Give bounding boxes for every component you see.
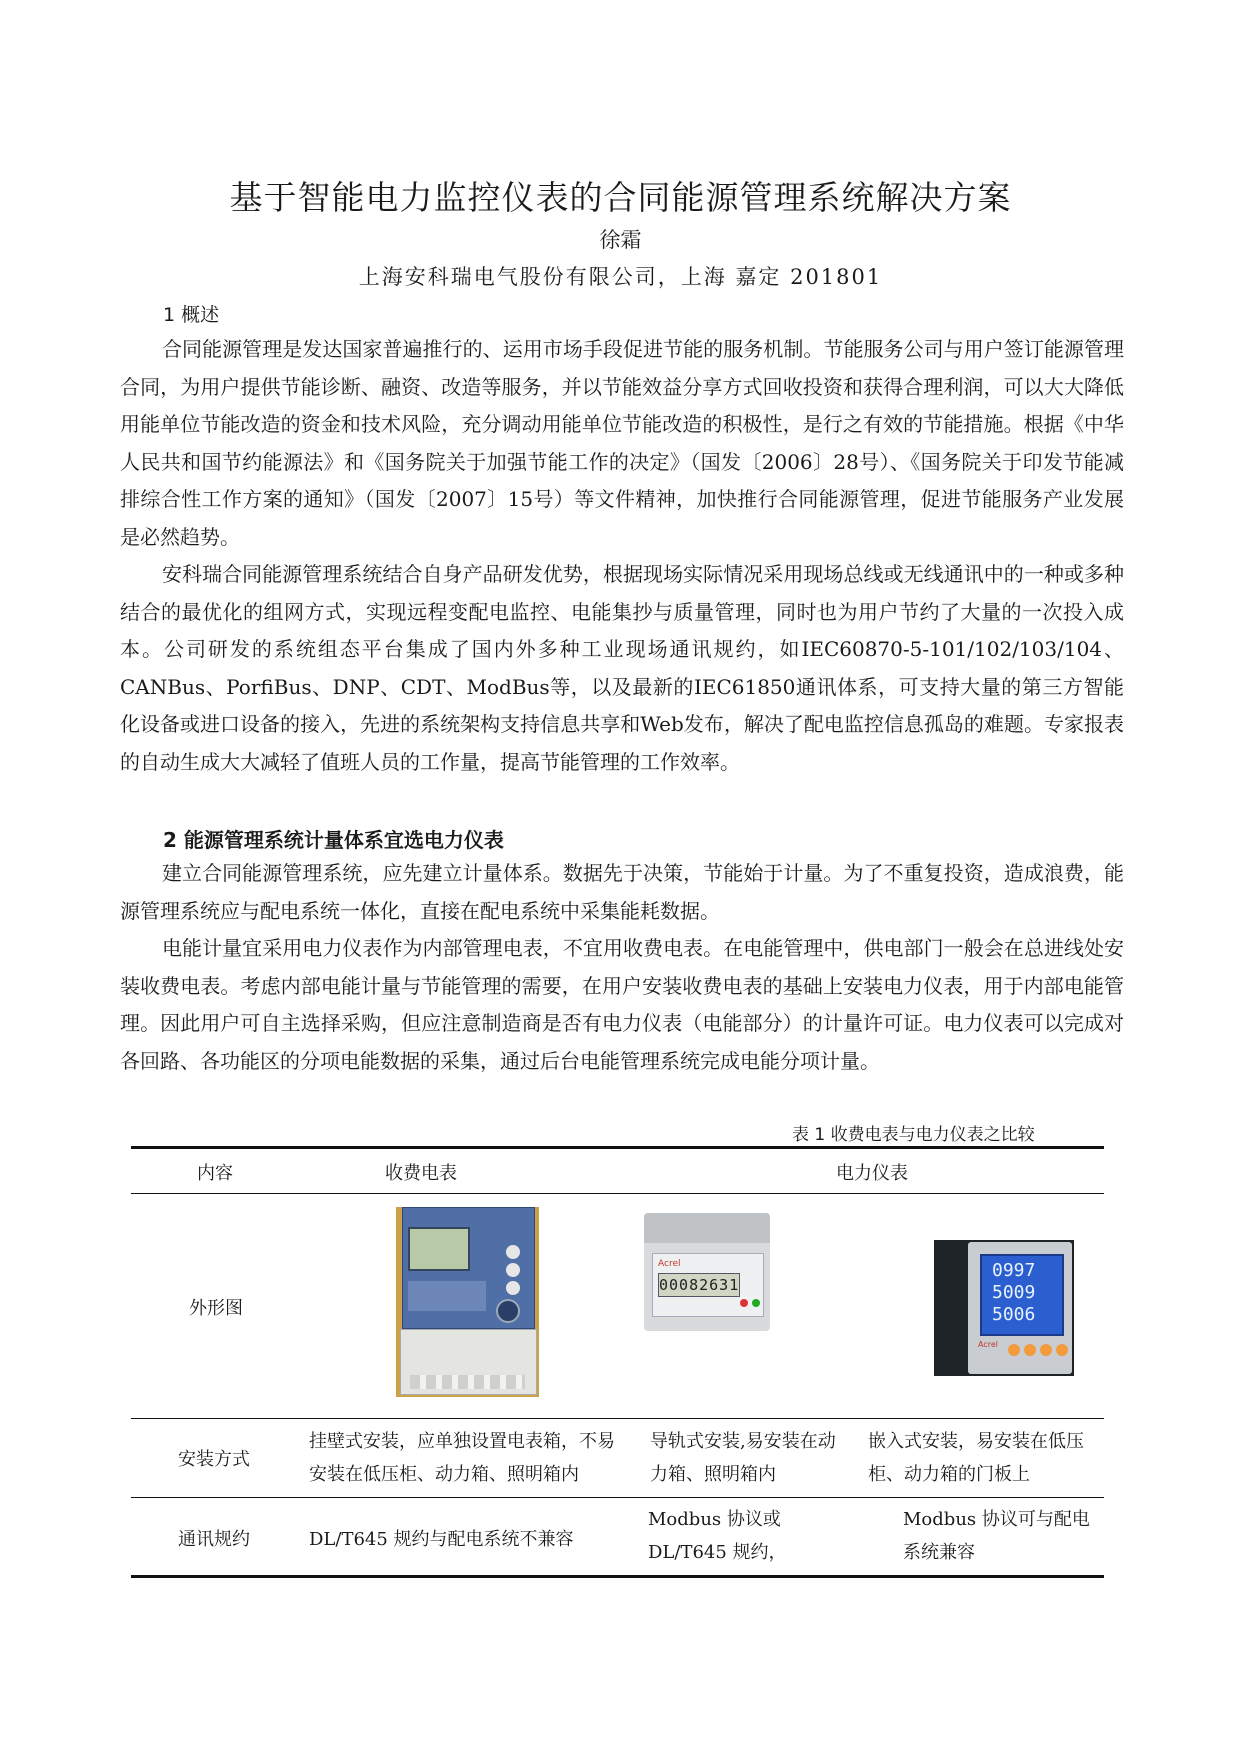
billing-protocol: DL/T645 规约与配电系统不兼容 (309, 1529, 574, 1550)
row-label-protocol: 通讯规约 (178, 1529, 250, 1550)
panel-installation: 嵌入式安装，易安装在低压柜、动力箱的门板上 (868, 1431, 1084, 1485)
section-1-paragraph-1: 合同能源管理是发达国家普遍推行的、运用市场手段促进节能的服务机制。节能服务公司与用户签订能源管理合同，为用户提供节能诊断、融资、改造等服务，并以节能效益分享方式回收投资和获得合理利润，可以大大降低用能单位节能改造的资金和技术风险，充分调动用能单位节能改造的积极性，是行之有效的节能措施。根据《中华人民共和国节约能源法》和《国务院关于加强节能工作的决定》（国发〔2006〕28号）、《国务院关于印发节能减排综合性工作方案的通知》（国发〔2007〕15号）等文件精神，加快推行合同能源管理，促进节能服务产业发展是必然趋势。 (120, 337, 1124, 549)
meter-display: 00082631 (658, 1273, 740, 1297)
panel-meter-image (934, 1240, 1074, 1376)
billing-meter-image (396, 1207, 539, 1397)
table-header-rule (131, 1193, 1104, 1194)
din-rail-meter-image (644, 1213, 770, 1331)
reading-3: 5006 (992, 1304, 1036, 1325)
table-caption: 表 1 收费电表与电力仪表之比较 (792, 1125, 1035, 1145)
section-1-paragraph-2: 安科瑞合同能源管理系统结合自身产品研发优势，根据现场实际情况采用现场总线或无线通讯中的一种或多种结合的最优化的组网方式，实现远程变配电监控、电能集抄与质量管理，同时也为用户节约了大量的一次投入成本。公司研发的系统组态平台集成了国内外多种工业现场通讯规约，如IEC60870-5-101/102/103/104、CANBus、PorfiBus、DNP、CDT、ModBus等，以及最新的IEC61850通讯体系，可支持大量的第三方智能化设备或进口设备的接入，先进的系统架构支持信息共享和Web发布，解决了配电监控信息孤岛的难题。专家报表的自动生成大大减轻了值班人员的工作量，提高节能管理的工作效率。 (120, 562, 1124, 774)
affiliation: 上海安科瑞电气股份有限公司，上海 嘉定 201801 (358, 265, 883, 289)
header-power-meter: 电力仪表 (836, 1163, 908, 1184)
section-2-paragraph-1: 建立合同能源管理系统，应先建立计量体系。数据先于决策，节能始于计量。为了不重复投资，造成浪费，能源管理系统应与配电系统一体化，直接在配电系统中采集能耗数据。 (120, 861, 1124, 923)
rail-installation: 导轨式安装,易安装在动力箱、照明箱内 (650, 1431, 836, 1485)
header-billing-meter: 收费电表 (385, 1163, 457, 1184)
table-row-rule-2 (131, 1497, 1104, 1498)
paper-title: 基于智能电力监控仪表的合同能源管理系统解决方案 (229, 178, 1012, 217)
section-2-heading: 2 能源管理系统计量体系宜选电力仪表 (163, 828, 504, 852)
row-label-appearance: 外形图 (189, 1298, 243, 1319)
billing-installation: 挂壁式安装，应单独设置电表箱，不易安装在低压柜、动力箱、照明箱内 (309, 1431, 615, 1485)
table-row-rule-1 (131, 1418, 1104, 1419)
author: 徐霜 (599, 228, 642, 252)
brand-label-2: Acrel (978, 1340, 998, 1349)
reading-2: 5009 (992, 1282, 1036, 1303)
brand-label-1: Acrel (658, 1259, 681, 1269)
section-2-paragraph-2: 电能计量宜采用电力仪表作为内部管理电表，不宜用收费电表。在电能管理中，供电部门一般会在总进线处安装收费电表。考虑内部电能计量与节能管理的需要，在用户安装收费电表的基础上安装电力仪表，用于内部电能管理。因此用户可自主选择采购，但应注意制造商是否有电力仪表（电能部分）的计量许可证。电力仪表可以完成对各回路、各功能区的分项电能数据的采集，通过后台电能管理系统完成电能分项计量。 (120, 936, 1124, 1073)
row-label-installation: 安装方式 (178, 1449, 250, 1470)
rail-protocol: Modbus 协议或 DL/T645 规约， (648, 1509, 787, 1563)
table-bottom-rule (131, 1575, 1104, 1578)
table-top-rule (131, 1146, 1104, 1149)
header-content: 内容 (197, 1163, 233, 1184)
panel-protocol: Modbus 协议可与配电系统兼容 (903, 1509, 1090, 1563)
reading-1: 0997 (992, 1260, 1036, 1281)
section-1-heading: 1 概述 (163, 304, 220, 326)
